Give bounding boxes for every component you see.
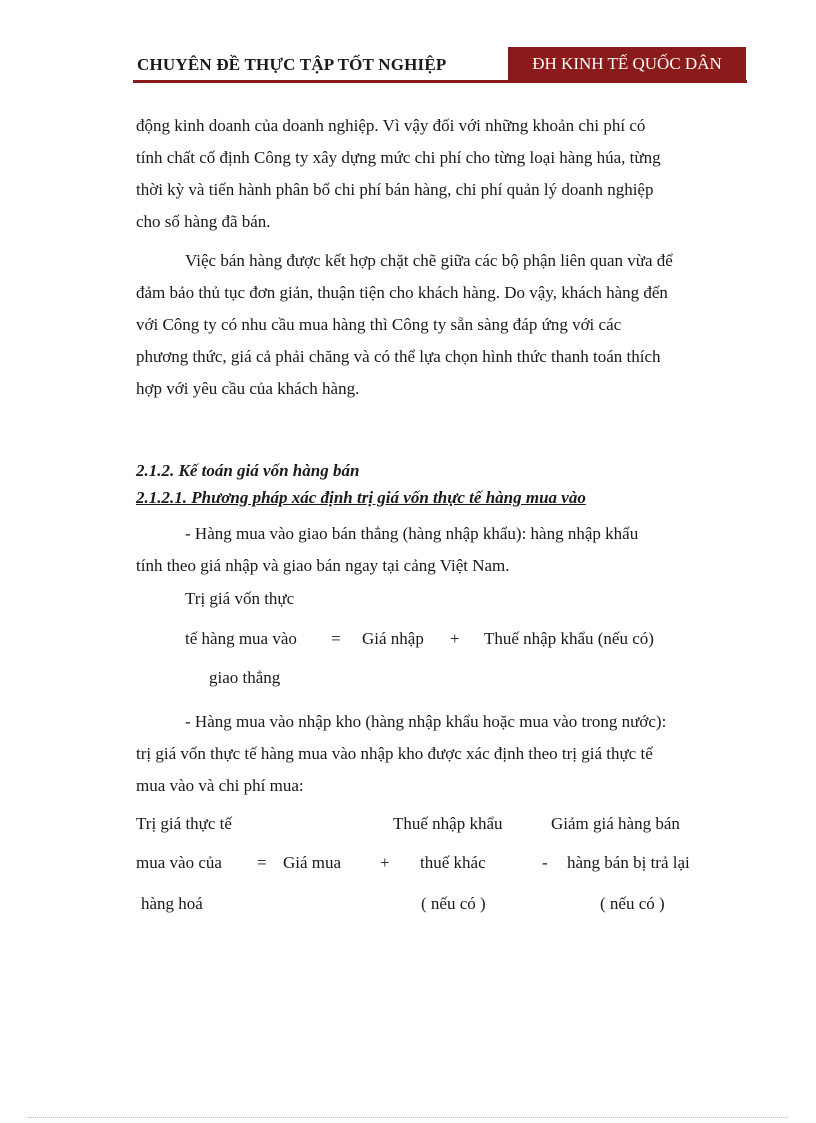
formula1-equals: = (331, 629, 341, 648)
subsection-heading: 2.1.2.1. Phương pháp xác định trị giá vốn thực tế hàng mua vào (136, 488, 586, 507)
paragraph-line: - Hàng mua vào nhập kho (hàng nhập khẩu hoặc mua vào trong nước): (185, 712, 667, 731)
formula2-minus: - (542, 853, 548, 872)
paragraph-line: đảm bảo thủ tục đơn giản, thuận tiện cho khách hàng. Do vậy, khách hàng đến (136, 283, 668, 302)
paragraph-line: tính chất cố định Công ty xây dựng mức chi phí cho từng loại hàng húa, từng (136, 148, 661, 167)
formula2-left-line2: mua vào của (136, 853, 222, 872)
formula1-term-import-price: Giá nhập (362, 629, 424, 648)
paragraph-line: - Hàng mua vào giao bán thẳng (hàng nhập khẩu): hàng nhập khẩu (185, 524, 639, 543)
paragraph-line: mua vào và chi phí mua: (136, 776, 304, 795)
formula2-term-purchase-price: Giá mua (283, 853, 342, 872)
formula2-discount-line3: ( nếu có ) (600, 894, 665, 913)
formula2-equals: = (257, 853, 267, 872)
paragraph-line: trị giá vốn thực tế hàng mua vào nhập kho được xác định theo trị giá thực tế (136, 744, 653, 763)
paragraph-3 (136, 518, 739, 582)
page-bottom-border (28, 1117, 788, 1118)
paragraph-1 (136, 110, 739, 238)
paragraph-line: phương thức, giá cả phải chăng và có thể lựa chọn hình thức thanh toán thích (136, 347, 661, 366)
paragraph-line: Việc bán hàng được kết hợp chặt chẽ giữa các bộ phận liên quan vừa để (185, 251, 673, 270)
formula2-tax-line3: ( nếu có ) (421, 894, 486, 913)
paragraph-line: thời kỳ và tiến hành phân bổ chi phí bán hàng, chi phí quản lý doanh nghiệp (136, 180, 654, 199)
header-title-left: CHUYÊN ĐỀ THỰC TẬP TỐT NGHIỆP (137, 55, 447, 74)
formula1-label-line2: tế hàng mua vào (185, 629, 297, 648)
formula2-discount-line1: Giảm giá hàng bán (551, 814, 680, 833)
formula2-left-line1: Trị giá thực tế (136, 814, 232, 833)
paragraph-4 (136, 706, 739, 802)
formula2-tax-line1: Thuế nhập khẩu (393, 814, 503, 833)
section-heading: 2.1.2. Kế toán giá vốn hàng bán (136, 461, 360, 480)
formula2-plus: + (380, 853, 390, 872)
formula1-label-line1: Trị giá vốn thực (185, 589, 295, 608)
formula1-plus: + (450, 629, 460, 648)
header-title-right: ĐH KINH TẾ QUỐC DÂN (508, 47, 746, 80)
paragraph-line: hợp với yêu cầu của khách hàng. (136, 379, 360, 398)
paragraph-line: động kinh doanh của doanh nghiệp. Vì vậy đối với những khoản chi phí có (136, 116, 646, 135)
paragraph-2 (136, 245, 739, 405)
paragraph-line: với Công ty có nhu cầu mua hàng thì Công ty sẵn sàng đáp ứng với các (136, 315, 622, 334)
paragraph-line: tính theo giá nhập và giao bán ngay tại cảng Việt Nam. (136, 556, 510, 575)
paragraph-line: cho số hàng đã bán. (136, 212, 271, 231)
header-divider (133, 80, 747, 83)
formula2-left-line3: hàng hoá (141, 894, 203, 913)
formula2-discount-line2: hàng bán bị trả lại (567, 853, 690, 872)
formula1-term-import-tax: Thuế nhập khẩu (nếu có) (484, 629, 654, 648)
formula1-label-line3: giao thẳng (209, 668, 281, 687)
formula2-tax-line2: thuế khác (420, 853, 486, 872)
